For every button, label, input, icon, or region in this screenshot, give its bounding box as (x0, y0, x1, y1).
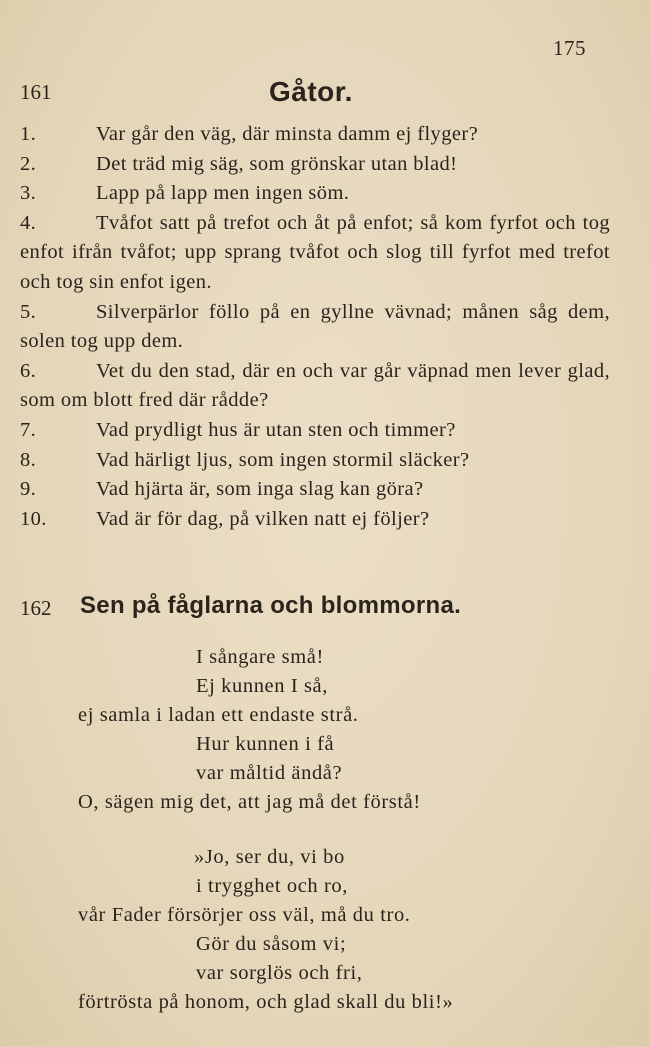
poem-line: var måltid ändå? (196, 762, 343, 784)
section-162-title: Sen på fåglarna och blommorna. (80, 592, 462, 619)
riddle-1 (20, 120, 610, 150)
riddle-number: 5. (20, 300, 37, 323)
riddle-text: Silverpärlor föllo på en gyllne vävnad; månen såg dem, solen tog upp dem. (20, 300, 610, 353)
riddle-number: 7. (20, 418, 37, 441)
riddle-text: Vad är för dag, på vilken natt ej följer? (96, 507, 430, 530)
poem-line: i trygghet och ro, (196, 875, 348, 897)
riddle-number: 6. (20, 359, 37, 382)
section-161-number: 161 (20, 80, 52, 104)
riddle-6 (20, 357, 610, 416)
poem-line: Ej kunnen I så, (196, 675, 328, 697)
riddle-8 (20, 446, 610, 476)
riddle-4 (20, 209, 610, 298)
riddle-number: 4. (20, 211, 37, 234)
riddle-text: Det träd mig säg, som grönskar utan blad! (96, 152, 458, 175)
riddle-3 (20, 179, 610, 209)
riddle-text: Var går den väg, där minsta damm ej flyger? (96, 123, 479, 145)
poem-line: Gör du såsom vi; (196, 933, 347, 955)
poem-line: förtrösta på honom, och glad skall du bli!» (78, 991, 454, 1013)
riddle-number: 1. (20, 123, 37, 145)
page-number: 175 (553, 36, 586, 60)
poem-line: vår Fader försörjer oss väl, må du tro. (78, 904, 411, 926)
riddle-2 (20, 150, 610, 180)
poem-line: var sorglös och fri, (196, 962, 363, 984)
riddle-10 (20, 505, 610, 535)
section-162-number: 162 (20, 596, 52, 620)
riddle-text: Vad härligt ljus, som ingen stormil släcker? (96, 448, 470, 471)
riddle-number: 10. (20, 507, 47, 530)
riddle-text: Tvåfot satt på trefot och åt på enfot; så kom fyrfot och tog enfot ifrån tvåfot; upp sprang tvåfot och slog till fyrfot med trefot och tog sin enfot igen. (20, 211, 610, 293)
poem-line: »Jo, ser du, vi bo (194, 846, 345, 868)
riddle-text: Vad prydligt hus är utan sten och timmer? (96, 418, 456, 441)
riddle-number: 3. (20, 182, 37, 205)
riddle-text: Vad hjärta är, som inga slag kan göra? (96, 478, 424, 501)
section-161-title: Gåtor. (269, 76, 353, 107)
poem-line: I sångare små! (196, 646, 324, 668)
riddle-number: 2. (20, 152, 37, 175)
poem-line: Hur kunnen i få (196, 733, 335, 755)
riddle-list (20, 120, 610, 534)
riddle-7 (20, 416, 610, 446)
riddle-9 (20, 475, 610, 505)
poem-line: O, sägen mig det, att jag må det förstå! (78, 791, 421, 813)
riddle-text: Lapp på lapp men ingen söm. (96, 182, 350, 205)
riddle-5 (20, 298, 610, 357)
riddle-text: Vet du den stad, där en och var går väpnad men lever glad, som om blott fred där rådde? (20, 359, 610, 412)
riddle-number: 9. (20, 478, 37, 501)
poem-line: ej samla i ladan ett endaste strå. (78, 704, 359, 726)
riddle-number: 8. (20, 448, 37, 471)
